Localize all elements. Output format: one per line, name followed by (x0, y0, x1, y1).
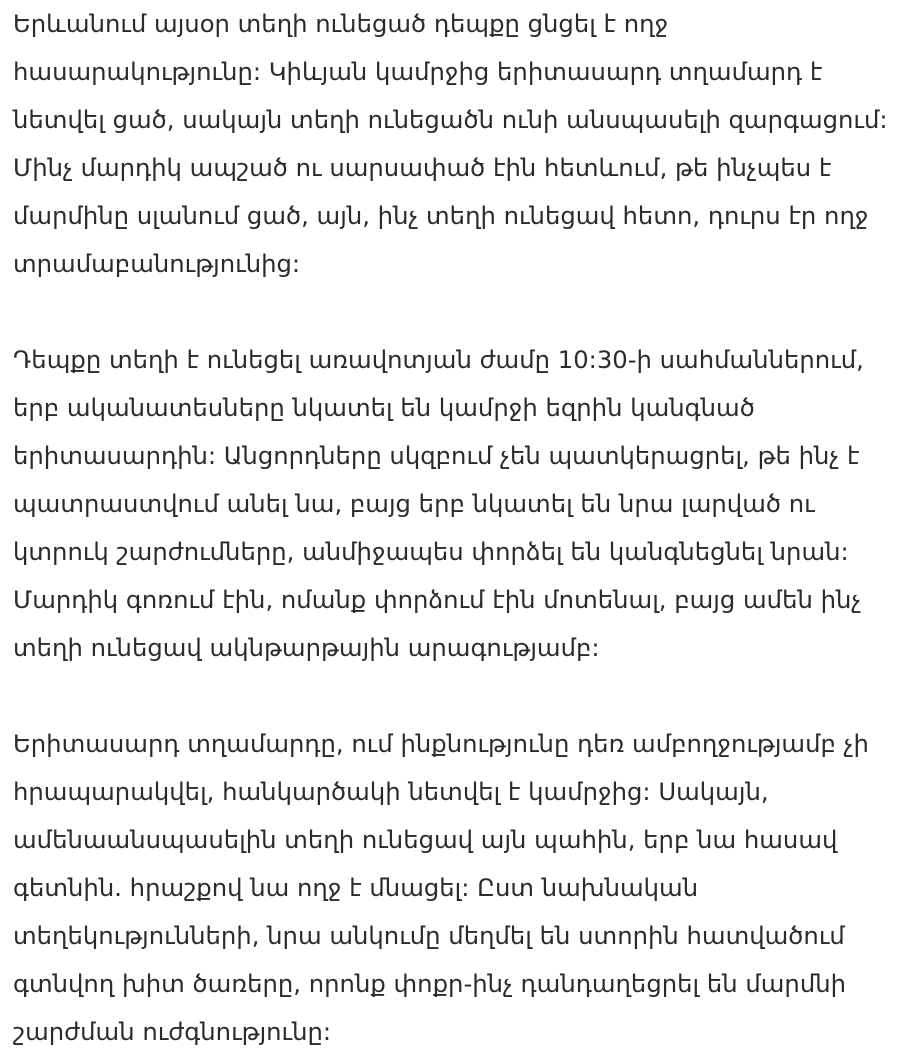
text-line: հրապարակվել, հանկարծակի նետվել է կամրջից: Սակայն, (13, 777, 769, 806)
text-line: գետնին. հրաշքով նա ողջ է մնացել: Ըստ նախնական (13, 873, 699, 902)
text-line: Երևանում այսօր տեղի ունեցած դեպքը ցնցել է ողջ (13, 9, 669, 38)
text-line: տեղի ունեցավ ակնթարթային արագությամբ: (13, 633, 600, 662)
paragraph-3 (13, 720, 898, 1056)
text-line: տրամաբանությունից: (13, 249, 301, 278)
text-line: Դեպքը տեղի է ունեցել առավոտյան ժամը 10:30-ի սահմաններում, (13, 345, 864, 374)
text-line: Երիտասարդ տղամարդը, ում ինքնությունը դեռ ամբողջությամբ չի (13, 729, 869, 758)
text-line: ամենաանսպասելին տեղի ունեցավ այն պահին, երբ նա հասավ (13, 825, 838, 854)
text-line: տեղեկությունների, նրա անկումը մեղմել են ստորին հատվածում (13, 921, 845, 950)
text-line: երիտասարդին: Անցորդները սկզբում չեն պատկերացրել, թե ինչ է (13, 441, 860, 470)
paragraph-gap (13, 672, 898, 720)
text-line: պատրաստվում անել նա, բայց երբ նկատել են նրա լարված ու (13, 489, 815, 518)
text-line: շարժման ուժգնությունը: (13, 1017, 332, 1046)
text-line: Մինչ մարդիկ ապշած ու սարսափած էին հետևում, թե ինչպես է (13, 153, 832, 182)
text-line: Մարդիկ գոռում էին, ոմանք փորձում էին մոտենալ, բայց ամեն ինչ (13, 585, 862, 614)
article-body (13, 0, 898, 1056)
text-line: նետվել ցած, սակայն տեղի ունեցածն ունի անսպասելի զարգացում: (13, 105, 888, 134)
paragraph-gap (13, 288, 898, 336)
text-line: հասարակությունը: Կիևյան կամրջից երիտասարդ տղամարդ է (13, 57, 823, 86)
text-line: կտրուկ շարժումները, անմիջապես փորձել են կանգնեցնել նրան: (13, 537, 849, 566)
text-line: մարմինը սլանում ցած, այն, ինչ տեղի ունեցավ հետո, դուրս էր ողջ (13, 201, 869, 230)
paragraph-2 (13, 336, 898, 672)
paragraph-1 (13, 0, 898, 288)
text-line: երբ ականատեսները նկատել են կամրջի եզրին կանգնած (13, 393, 755, 422)
text-line: գտնվող խիտ ծառերը, որոնք փոքր-ինչ դանդաղեցրել են մարմնի (13, 969, 847, 998)
